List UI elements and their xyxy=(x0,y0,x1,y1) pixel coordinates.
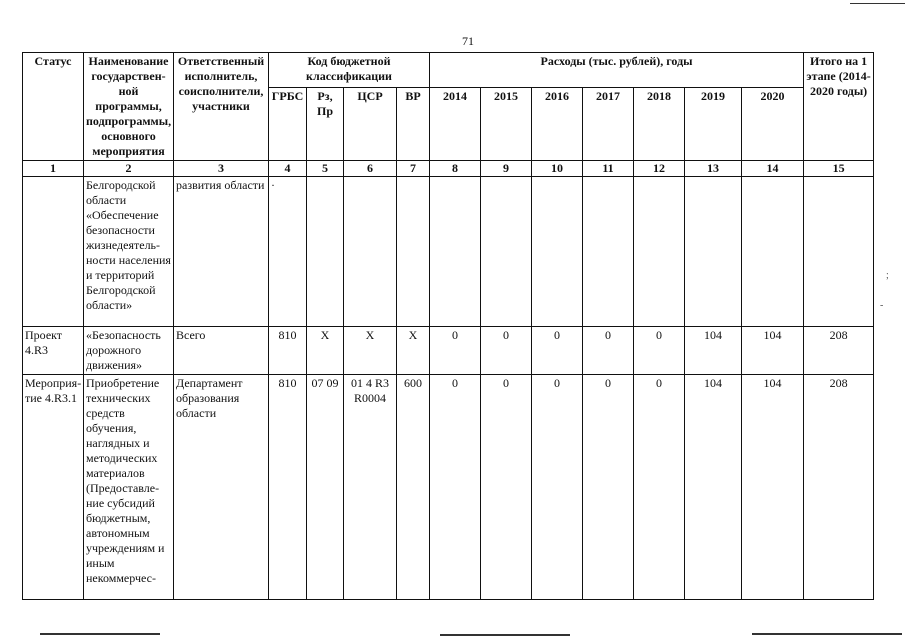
cell-value-2014: 0 xyxy=(430,327,481,375)
cell-vr xyxy=(397,177,430,327)
column-number: 12 xyxy=(634,161,685,177)
column-number-row xyxy=(23,161,874,177)
cell-value-2017: 0 xyxy=(583,327,634,375)
cell-value-2019 xyxy=(685,177,742,327)
page-number: 71 xyxy=(462,34,474,48)
cell-csr xyxy=(344,177,397,327)
cell-rz-pr: 07 09 xyxy=(307,375,344,600)
column-number: 4 xyxy=(269,161,307,177)
column-number: 11 xyxy=(583,161,634,177)
cell-value-2018: 0 xyxy=(634,327,685,375)
header-year-2019: 2019 xyxy=(685,87,742,160)
cell-total xyxy=(804,177,874,327)
cell-value-2015: 0 xyxy=(481,375,532,600)
cell-grbs: · xyxy=(269,177,307,327)
header-year-2017: 2017 xyxy=(583,87,634,160)
header-grbs: ГРБС xyxy=(269,87,307,160)
cell-value-2015 xyxy=(481,177,532,327)
cell-value-2016: 0 xyxy=(532,327,583,375)
cell-executor: Департамент образования области xyxy=(174,375,269,600)
cell-name: Приобретение технических средств обучения, наглядных и методических материалов (Предоставле-ние субсидий бюджетным, автономным учреждениям и иным некоммерчес- xyxy=(84,375,174,600)
table-row xyxy=(23,177,874,327)
header-executor: Ответственный исполнитель, соисполнители, участники xyxy=(174,53,269,161)
cell-value-2017 xyxy=(583,177,634,327)
header-vr: ВР xyxy=(397,87,430,160)
cell-grbs: 810 xyxy=(269,375,307,600)
cell-csr: Х xyxy=(344,327,397,375)
column-number: 5 xyxy=(307,161,344,177)
cell-value-2020: 104 xyxy=(742,327,804,375)
scan-artifact-line xyxy=(752,633,902,635)
column-number: 2 xyxy=(84,161,174,177)
cell-rz-pr: Х xyxy=(307,327,344,375)
scan-artifact-mark: - xyxy=(880,300,884,311)
cell-value-2019: 104 xyxy=(685,327,742,375)
header-year-2020: 2020 xyxy=(742,87,804,160)
cell-name: Белгородской области «Обеспечение безопасности жизнедеятель-ности населения и территорий Белгородской области» xyxy=(84,177,174,327)
header-expenses: Расходы (тыс. рублей), годы xyxy=(430,53,804,88)
scan-artifact-mark: ; xyxy=(886,270,889,281)
header-rz-pr: Рз, Пр xyxy=(307,87,344,160)
header-year-2018: 2018 xyxy=(634,87,685,160)
cell-total: 208 xyxy=(804,375,874,600)
cell-status xyxy=(23,177,84,327)
header-year-2015: 2015 xyxy=(481,87,532,160)
column-number: 1 xyxy=(23,161,84,177)
cell-name: «Безопасность дорожного движения» xyxy=(84,327,174,375)
header-name: Наименование государствен-ной программы, подпрограммы, основного мероприятия xyxy=(84,53,174,161)
header-year-2014: 2014 xyxy=(430,87,481,160)
cell-total: 208 xyxy=(804,327,874,375)
cell-value-2016: 0 xyxy=(532,375,583,600)
header-csr: ЦСР xyxy=(344,87,397,160)
cell-value-2015: 0 xyxy=(481,327,532,375)
cell-status: Мероприя-тие 4.R3.1 xyxy=(23,375,84,600)
cell-value-2020 xyxy=(742,177,804,327)
column-number: 3 xyxy=(174,161,269,177)
column-number: 14 xyxy=(742,161,804,177)
table-row xyxy=(23,327,874,375)
table-row xyxy=(23,375,874,600)
cell-value-2018: 0 xyxy=(634,375,685,600)
column-number: 8 xyxy=(430,161,481,177)
cell-value-2014: 0 xyxy=(430,375,481,600)
cell-value-2017: 0 xyxy=(583,375,634,600)
cell-grbs: 810 xyxy=(269,327,307,375)
cell-rz-pr xyxy=(307,177,344,327)
cell-value-2019: 104 xyxy=(685,375,742,600)
column-number: 10 xyxy=(532,161,583,177)
column-number: 7 xyxy=(397,161,430,177)
column-number: 6 xyxy=(344,161,397,177)
cell-value-2016 xyxy=(532,177,583,327)
cell-value-2020: 104 xyxy=(742,375,804,600)
cell-vr: Х xyxy=(397,327,430,375)
column-number: 9 xyxy=(481,161,532,177)
budget-table xyxy=(22,52,874,600)
cell-executor: Всего xyxy=(174,327,269,375)
cell-status: Проект 4.R3 xyxy=(23,327,84,375)
header-budget-code: Код бюджетной классификации xyxy=(269,53,430,88)
cell-vr: 600 xyxy=(397,375,430,600)
column-number: 13 xyxy=(685,161,742,177)
column-number: 15 xyxy=(804,161,874,177)
header-total: Итого на 1 этапе (2014-2020 годы) xyxy=(804,53,874,161)
scan-artifact-line xyxy=(440,634,570,636)
cell-executor: развития области xyxy=(174,177,269,327)
header-status: Статус xyxy=(23,53,84,161)
header-year-2016: 2016 xyxy=(532,87,583,160)
scan-artifact-line xyxy=(40,633,160,635)
cell-value-2018 xyxy=(634,177,685,327)
cell-csr: 01 4 R3 R0004 xyxy=(344,375,397,600)
cell-value-2014 xyxy=(430,177,481,327)
scan-artifact-line xyxy=(850,3,905,4)
